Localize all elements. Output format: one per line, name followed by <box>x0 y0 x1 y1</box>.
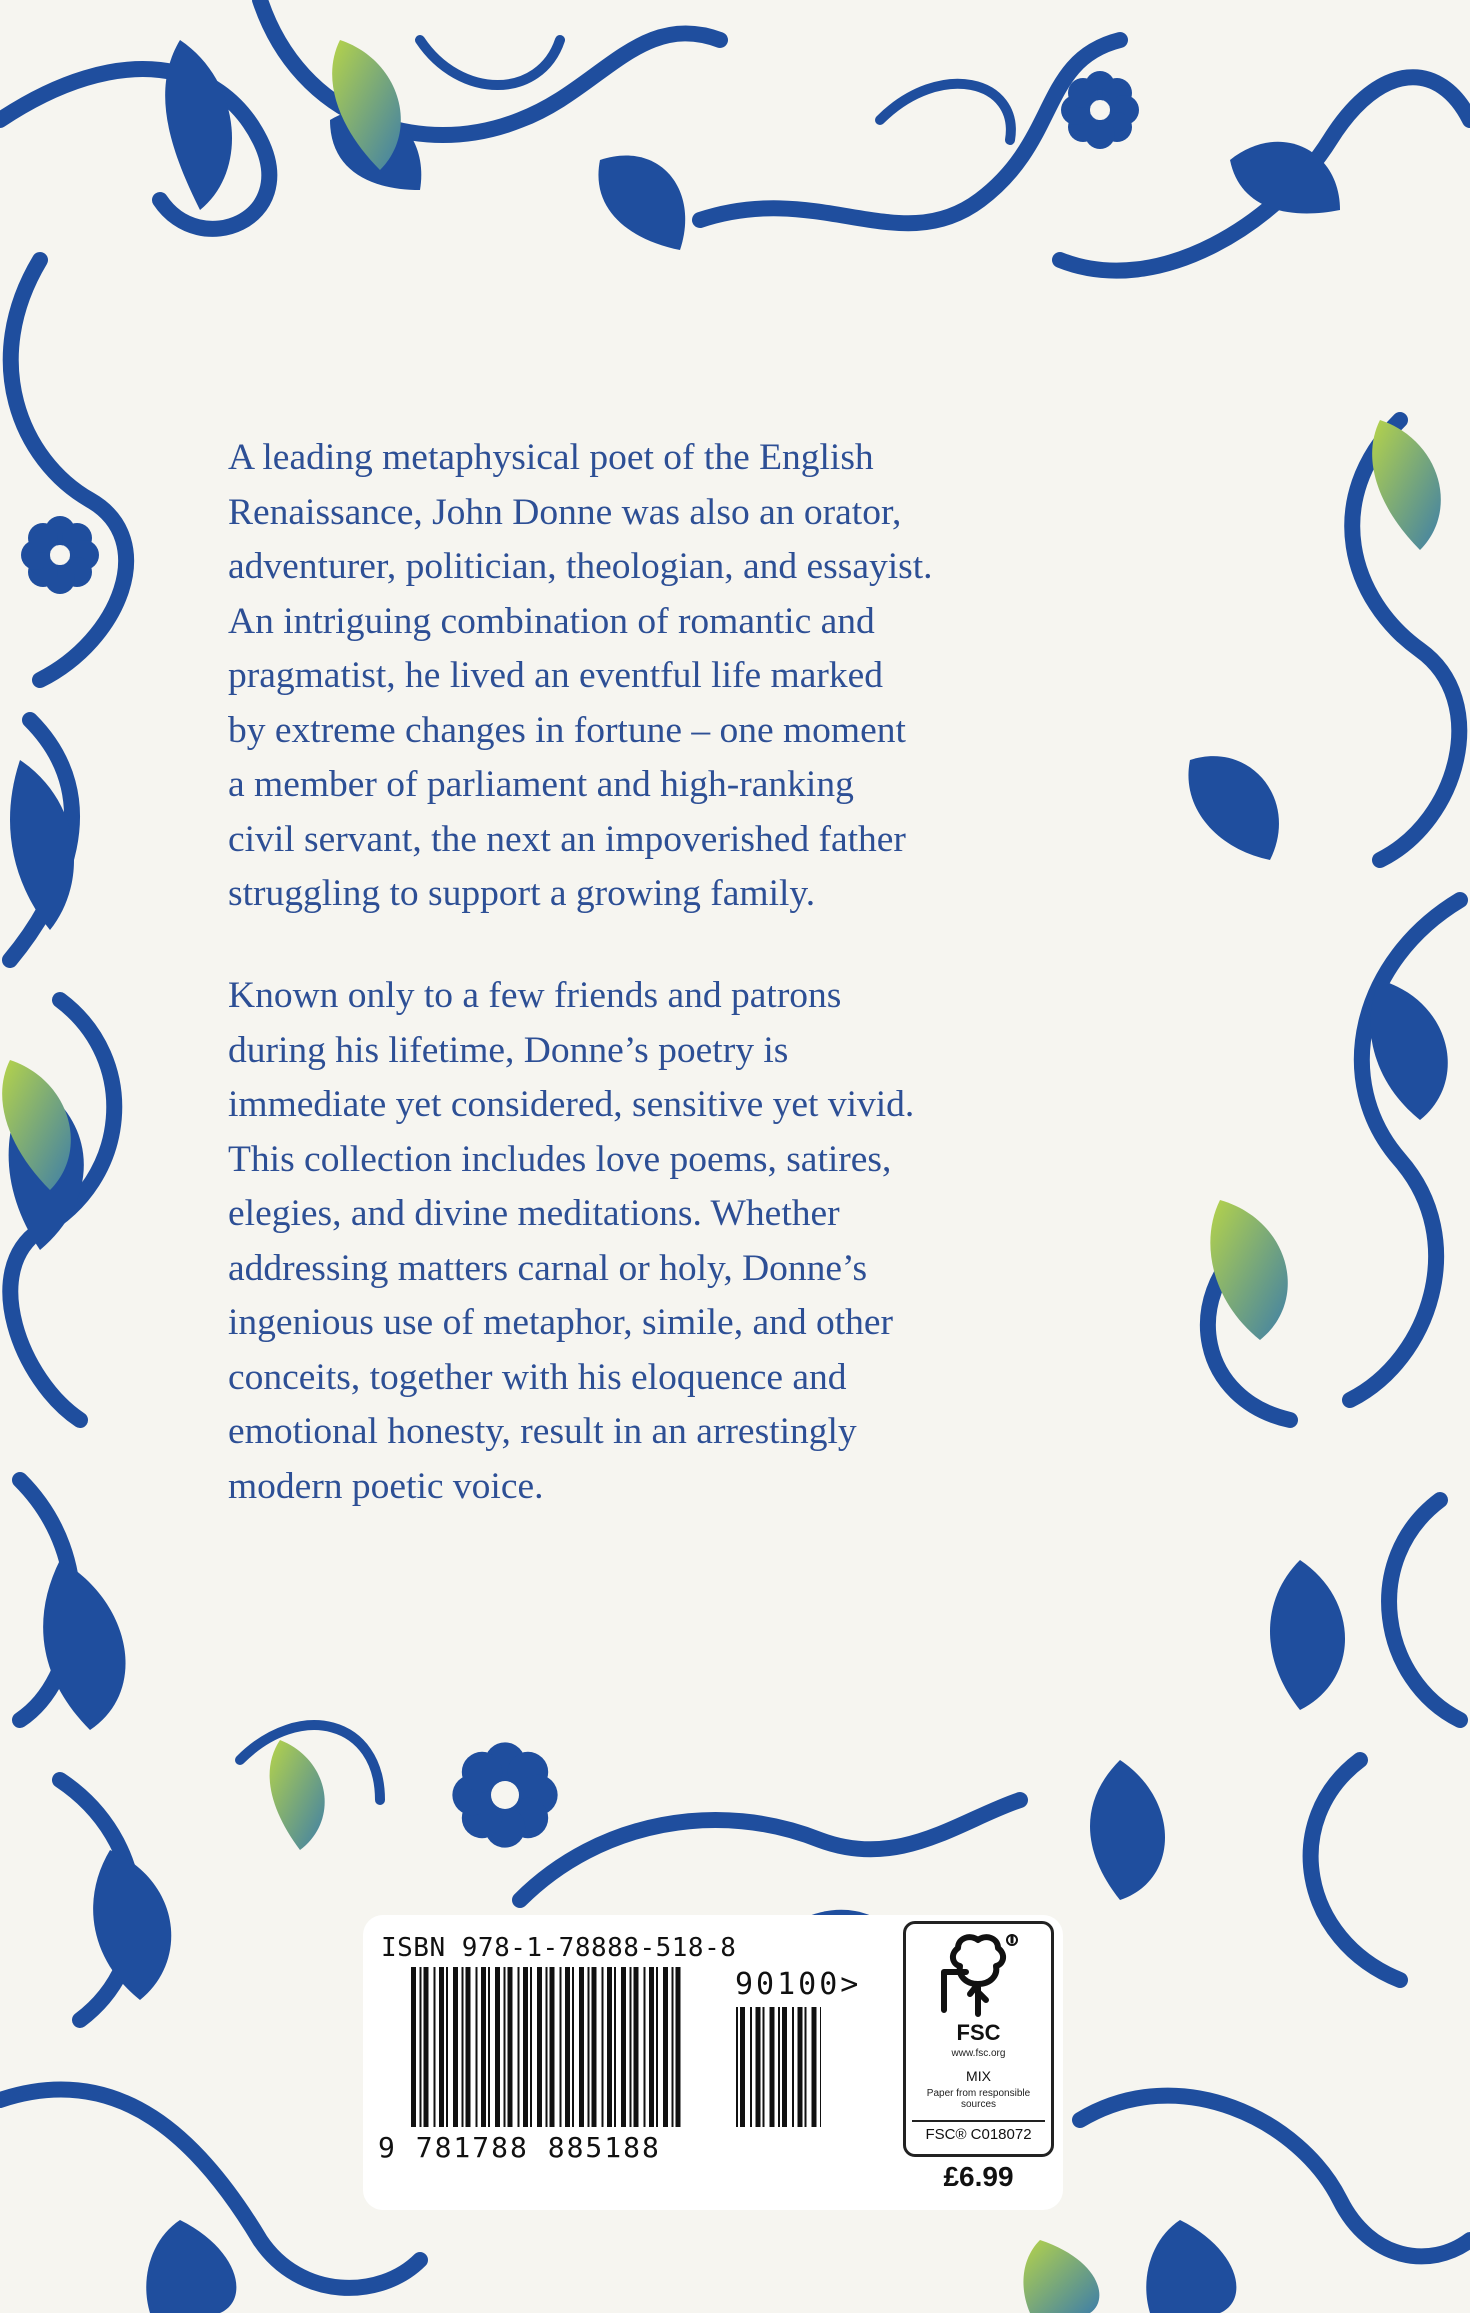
blurb-line: addressing matters carnal or holy, Donne’s <box>228 1247 868 1289</box>
barcode-bar <box>537 1967 542 2127</box>
blurb-line: An intriguing combination of romantic and <box>228 600 875 642</box>
blurb-line: pragmatist, he lived an eventful life marked <box>228 655 883 696</box>
barcode-bar <box>565 1967 570 2127</box>
barcode-bar <box>434 1967 436 2127</box>
barcode-bar <box>736 2007 738 2127</box>
barcode-bar <box>602 1967 604 2127</box>
barcode-bar <box>420 1967 422 2127</box>
barcode-bar <box>476 1967 478 2127</box>
barcode-bar <box>508 1967 513 2127</box>
barcode-panel <box>363 1915 1063 2210</box>
barcode-bar <box>663 1967 668 2127</box>
barcode-bar <box>649 1967 654 2127</box>
barcode-bar <box>770 2007 775 2127</box>
blurb-line: civil servant, the next an impoverished father <box>228 818 906 860</box>
blurb-line: adventurer, politician, theologian, and essayist. <box>228 546 933 587</box>
barcode-bar <box>820 2007 821 2127</box>
barcode-bar <box>466 1967 471 2127</box>
blurb-line: Known only to a few friends and patrons <box>228 975 842 1016</box>
barcode-bar <box>676 1967 681 2127</box>
fsc-tree-icon <box>936 1932 1020 2018</box>
blurb-line: struggling to support a growing family. <box>228 873 816 914</box>
barcode-bar <box>439 1967 444 2127</box>
barcode-bar <box>672 1967 674 2127</box>
blurb-line: modern poetic voice. <box>228 1465 544 1507</box>
barcode-bar <box>588 1967 590 2127</box>
barcode-bar <box>656 1967 658 2127</box>
blurb-line: elegies, and divine meditations. Whether <box>228 1193 840 1234</box>
barcode-bar <box>763 2007 765 2127</box>
barcode-bar <box>453 1967 458 2127</box>
barcode-bar <box>756 2007 761 2127</box>
barcode-bar <box>481 1967 486 2127</box>
barcode-bar <box>504 1967 506 2127</box>
blurb-line: conceits, together with his eloquence and <box>228 1356 847 1398</box>
barcode-bar <box>411 1967 416 2127</box>
barcode-bar <box>488 1967 490 2127</box>
barcode-bar <box>579 1967 584 2127</box>
fsc-mix: MIX <box>966 2068 991 2084</box>
ean-digits: 9 781788 885188 <box>378 2131 661 2164</box>
barcode-bar <box>740 2007 745 2127</box>
fsc-label <box>903 1921 1054 2157</box>
blurb-line: ingenious use of metaphor, simile, and other <box>228 1302 894 1343</box>
barcode-bar <box>495 1967 500 2127</box>
barcode-bar <box>614 1967 616 2127</box>
price: £6.99 <box>943 2161 1014 2192</box>
blurb-line: Renaissance, John Donne was also an orator, <box>228 491 902 533</box>
barcode-bar <box>424 1967 429 2127</box>
barcode-bar <box>805 2007 807 2127</box>
barcode-bar <box>523 1967 528 2127</box>
barcode-bar <box>621 1967 626 2127</box>
blurb-paragraph-1 <box>228 431 1108 922</box>
fsc-source: Paper from responsible sources <box>926 2088 1031 2110</box>
blurb-line: This collection includes love poems, satires, <box>228 1138 892 1180</box>
barcode-bar <box>750 2007 752 2127</box>
barcode-bar <box>634 1967 639 2127</box>
barcode-bar <box>812 2007 817 2127</box>
barcode-bar <box>518 1967 520 2127</box>
barcode-bar <box>546 1967 548 2127</box>
barcode-bar <box>630 1967 632 2127</box>
barcode-bar <box>530 1967 532 2127</box>
fsc-url: www.fsc.org <box>951 2048 1006 2059</box>
barcode-bar <box>592 1967 597 2127</box>
barcode-bar <box>550 1967 555 2127</box>
barcode-bar <box>792 2007 794 2127</box>
blurb-line: emotional honesty, result in an arrestingly <box>228 1411 857 1452</box>
blurb-line: by extreme changes in fortune – one moment <box>228 709 906 751</box>
barcode-bar <box>607 1967 612 2127</box>
blurb-line: during his lifetime, Donne’s poetry is <box>228 1029 789 1071</box>
fsc-divider <box>912 2120 1045 2122</box>
fsc-logo-text: FSC <box>956 2020 1001 2045</box>
addon-code: 90100> <box>735 1967 862 2002</box>
blurb-line: immediate yet considered, sensitive yet vivid. <box>228 1084 915 1125</box>
blurb-paragraph-2 <box>228 969 1108 1514</box>
barcode-bar <box>560 1967 562 2127</box>
barcode-bar <box>462 1967 464 2127</box>
barcode-bar <box>644 1967 646 2127</box>
fsc-code: FSC® C018072 <box>925 2126 1032 2143</box>
blurb-line: a member of parliament and high-ranking <box>228 764 854 805</box>
isbn-label: ISBN 978-1-78888-518-8 <box>381 1933 737 1963</box>
barcode-bar <box>798 2007 803 2127</box>
barcode-bar <box>572 1967 574 2127</box>
barcode-bar <box>778 2007 780 2127</box>
barcode-bar <box>446 1967 448 2127</box>
blurb-line: A leading metaphysical poet of the English <box>228 437 874 478</box>
barcode-bar <box>782 2007 787 2127</box>
